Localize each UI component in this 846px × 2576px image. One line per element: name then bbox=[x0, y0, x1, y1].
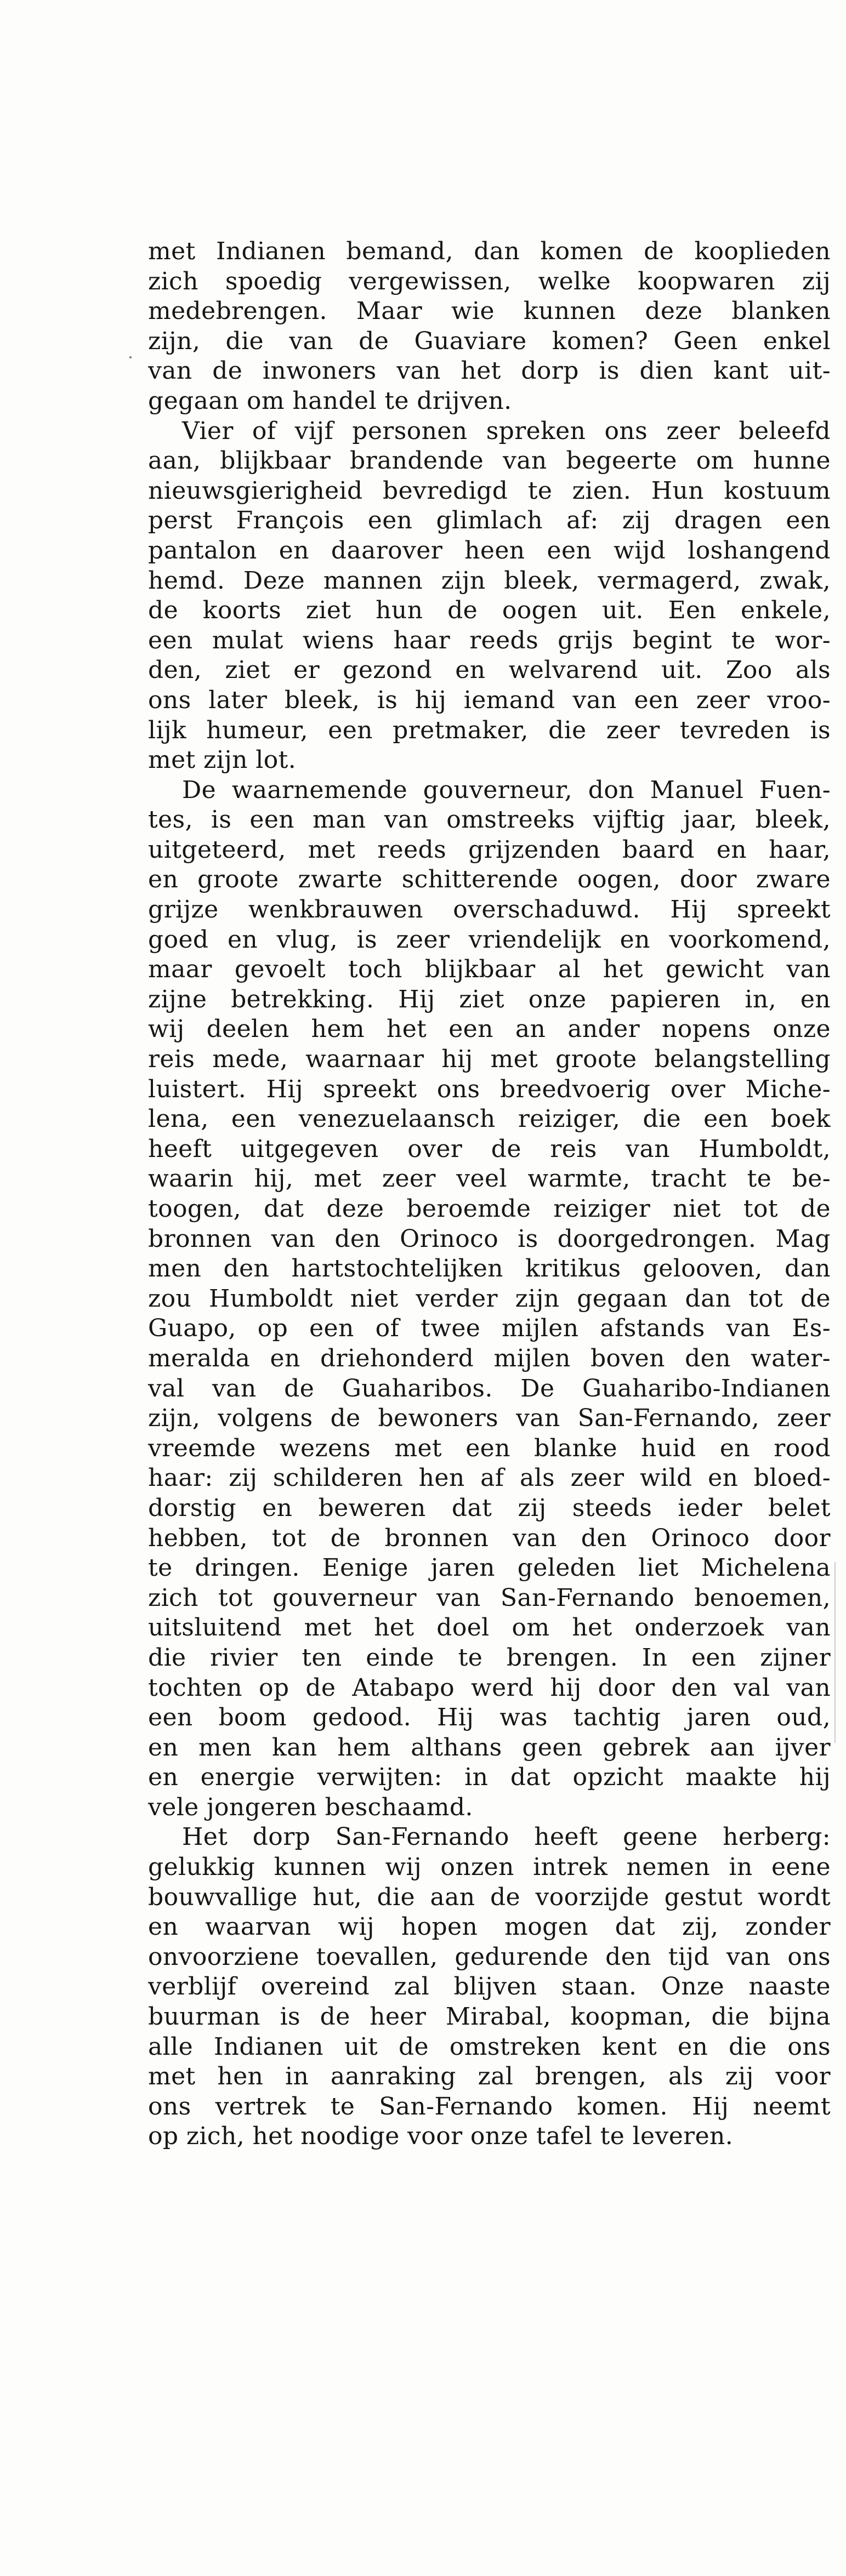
text-line: gegaan om handel te drijven. bbox=[148, 386, 512, 415]
text-line: met Indianen bemand, dan komen de kooplieden bbox=[148, 237, 831, 265]
text-line: te dringen. Eenige jaren geleden liet Michelena bbox=[148, 1554, 831, 1582]
text-line: lena, een venezuelaansch reiziger, die een boek bbox=[148, 1105, 831, 1133]
ink-speck bbox=[129, 356, 132, 358]
text-line: uitgeteerd, met reeds grijzenden baard en haar, bbox=[148, 835, 831, 864]
text-line: buurman is de heer Mirabal, koopman, die bijna bbox=[148, 2003, 831, 2031]
text-line: zich spoedig vergewissen, welke koopwaren zij bbox=[148, 267, 831, 295]
text-line: men den hartstochtelijken kritikus gelooven, dan bbox=[148, 1255, 831, 1283]
text-line: Guapo, op een of twee mijlen afstands van Es- bbox=[148, 1314, 831, 1343]
paragraph bbox=[148, 776, 831, 1823]
text-line: alle Indianen uit de omstreken kent en die ons bbox=[148, 2032, 831, 2061]
text-line: verblijf overeind zal blijven staan. Onze naaste bbox=[148, 1973, 831, 2001]
text-line: zijn, volgens de bewoners van San-Fernando, zeer bbox=[148, 1404, 831, 1433]
text-line: pantalon en daarover heen een wijd loshangend bbox=[148, 536, 831, 565]
text-line: aan, blijkbaar brandende van begeerte om hunne bbox=[148, 447, 831, 475]
margin-edge-mark bbox=[834, 1562, 836, 1743]
text-line: en waarvan wij hopen mogen dat zij, zonder bbox=[148, 1913, 831, 1941]
text-line: perst François een glimlach af: zij dragen een bbox=[148, 506, 831, 535]
text-line: op zich, het noodige voor onze tafel te leveren. bbox=[148, 2122, 734, 2151]
text-line: vele jongeren beschaamd. bbox=[148, 1793, 473, 1821]
text-line: grijze wenkbrauwen overschaduwd. Hij spreekt bbox=[148, 896, 831, 924]
text-line: uitsluitend met het doel om het onderzoek van bbox=[148, 1614, 831, 1642]
text-line: nieuwsgierigheid bevredigd te zien. Hun kostuum bbox=[148, 476, 831, 505]
text-line: medebrengen. Maar wie kunnen deze blanken bbox=[148, 297, 831, 326]
text-line: en groote zwarte schitterende oogen, door zware bbox=[148, 865, 831, 894]
text-line: zou Humboldt niet verder zijn gegaan dan tot de bbox=[148, 1284, 831, 1313]
text-line: dorstig en beweren dat zij steeds ieder belet bbox=[148, 1494, 831, 1522]
text-line: toogen, dat deze beroemde reiziger niet tot de bbox=[148, 1195, 831, 1223]
text-line: heeft uitgegeven over de reis van Humboldt, bbox=[148, 1135, 831, 1163]
text-line: vreemde wezens met een blanke huid en rood bbox=[148, 1434, 831, 1462]
text-line: een mulat wiens haar reeds grijs begint te wor- bbox=[148, 626, 831, 654]
text-line: De waarnemende gouverneur, don Manuel Fuen- bbox=[182, 776, 831, 804]
text-line: wij deelen hem het een an ander nopens onze bbox=[148, 1015, 831, 1044]
text-line: die rivier ten einde te brengen. In een zijner bbox=[148, 1643, 831, 1672]
text-line: zijn, die van de Guaviare komen? Geen enkel bbox=[148, 327, 831, 355]
text-line: met zijn lot. bbox=[148, 746, 297, 774]
text-line: met hen in aanraking zal brengen, als zij voor bbox=[148, 2062, 831, 2091]
text-line: waarin hij, met zeer veel warmte, tracht te be- bbox=[148, 1165, 831, 1193]
text-line: onvoorziene toevallen, gedurende den tijd van ons bbox=[148, 1942, 831, 1971]
text-line: bronnen van den Orinoco is doorgedrongen. Mag bbox=[148, 1224, 831, 1253]
text-line: goed en vlug, is zeer vriendelijk en voorkomend, bbox=[148, 925, 831, 954]
text-line: lijk humeur, een pretmaker, die zeer tevreden is bbox=[148, 716, 831, 744]
text-line: zijne betrekking. Hij ziet onze papieren in, en bbox=[148, 985, 831, 1013]
text-line: val van de Guaharibos. De Guaharibo-Indianen bbox=[148, 1374, 831, 1403]
text-line: tes, is een man van omstreeks vijftig jaar, bleek, bbox=[148, 806, 831, 834]
paragraph bbox=[148, 1822, 831, 2152]
text-line: luistert. Hij spreekt ons breedvoerig over Miche- bbox=[148, 1075, 831, 1103]
text-line: ons later bleek, is hij iemand van een zeer vroo- bbox=[148, 686, 831, 714]
text-line: ons vertrek te San-Fernando komen. Hij neemt bbox=[148, 2092, 831, 2121]
text-line: tochten op de Atabapo werd hij door den val van bbox=[148, 1673, 831, 1702]
text-line: gelukkig kunnen wij onzen intrek nemen in eene bbox=[148, 1853, 831, 1882]
text-line: zich tot gouverneur van San-Fernando benoemen, bbox=[148, 1583, 831, 1612]
text-line: reis mede, waarnaar hij met groote belangstelling bbox=[148, 1045, 831, 1074]
text-line: en men kan hem althans geen gebrek aan ijver bbox=[148, 1733, 831, 1762]
paragraph bbox=[148, 237, 831, 417]
text-line: hebben, tot de bronnen van den Orinoco door bbox=[148, 1524, 831, 1552]
text-line: Vier of vijf personen spreken ons zeer beleefd bbox=[182, 417, 831, 445]
text-line: meralda en driehonderd mijlen boven den water- bbox=[148, 1344, 831, 1372]
body-text bbox=[148, 237, 831, 2152]
text-line: haar: zij schilderen hen af als zeer wild en bloed- bbox=[148, 1464, 831, 1492]
text-line: van de inwoners van het dorp is dien kant uit- bbox=[148, 357, 831, 385]
text-line: de koorts ziet hun de oogen uit. Een enkele, bbox=[148, 596, 831, 625]
text-line: maar gevoelt toch blijkbaar al het gewicht van bbox=[148, 955, 831, 984]
text-line: en energie verwijten: in dat opzicht maakte hij bbox=[148, 1763, 831, 1792]
text-line: een boom gedood. Hij was tachtig jaren oud, bbox=[148, 1703, 831, 1732]
text-line: hemd. Deze mannen zijn bleek, vermagerd, zwak, bbox=[148, 566, 831, 595]
text-line: den, ziet er gezond en welvarend uit. Zoo als bbox=[148, 656, 831, 685]
text-line: Het dorp San-Fernando heeft geene herberg: bbox=[182, 1823, 831, 1851]
text-line: bouwvallige hut, die aan de voorzijde gestut wordt bbox=[148, 1883, 831, 1911]
paragraph bbox=[148, 417, 831, 776]
